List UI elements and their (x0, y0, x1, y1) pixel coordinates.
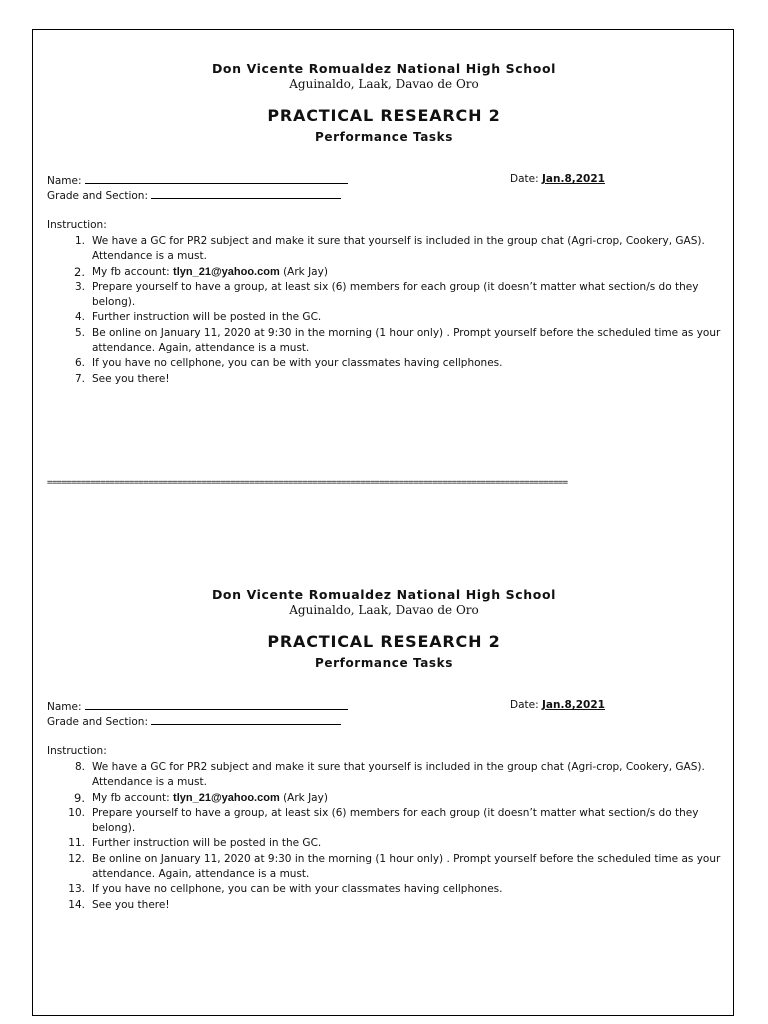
item-text: See you there! (92, 372, 170, 385)
date-label: Date: (510, 699, 539, 711)
document-title: PRACTICAL RESEARCH 2 (267, 632, 501, 651)
item-number: 6. (74, 357, 85, 370)
item-number: 14. (68, 898, 85, 911)
school-address: Aguinaldo, Laak, Davao de Oro (289, 603, 479, 617)
date-value: Jan.8,2021 (541, 173, 605, 185)
list-item (47, 898, 727, 913)
name-field (47, 699, 348, 713)
list-item (47, 356, 727, 371)
item-text: Be online on January 11, 2020 at 9:30 in the morning (1 hour only) . Prompt yourself before the scheduled time as your attendance. Again, attendance is a must. (92, 852, 721, 881)
item-text: Further instruction will be posted in the GC. (92, 837, 322, 850)
school-name: Don Vicente Romualdez National High School (211, 61, 557, 76)
instruction-list (47, 234, 727, 387)
list-item (47, 836, 727, 851)
item-text: If you have no cellphone, you can be with your classmates having cellphones. (92, 357, 503, 370)
name-blank-line (85, 699, 348, 710)
name-blank-line (85, 173, 348, 184)
item-text: We have a GC for PR2 subject and make it sure that yourself is included in the group chat (Agri-crop, Cookery, GAS). Attendance is a must. (92, 761, 705, 789)
item-number: 2. (74, 264, 85, 279)
item-text-after: (Ark Jay) (279, 265, 328, 278)
grade-section-field (47, 714, 341, 728)
item-text: My fb account: (92, 791, 174, 804)
date-field (510, 173, 605, 185)
item-number: 7. (74, 372, 85, 385)
item-text: Prepare yourself to have a group, at least six (6) members for each group (it doesn’t matter what section/s do they belong). (92, 280, 699, 309)
list-item (47, 265, 727, 280)
item-text: My fb account: (92, 265, 174, 278)
list-item (47, 760, 727, 791)
instruction-label: Instruction: (47, 219, 107, 231)
grade-section-label: Grade and Section: (47, 190, 148, 202)
list-item (47, 791, 727, 806)
item-text: Be online on January 11, 2020 at 9:30 in the morning (1 hour only) . Prompt yourself before the scheduled time as your attendance. Again, attendance is a must. (92, 326, 721, 355)
item-number: 1. (74, 235, 85, 247)
list-item (47, 882, 727, 897)
cut-separator-line: ============================================================================================================ (47, 478, 568, 488)
item-number: 12. (68, 852, 85, 865)
item-text: If you have no cellphone, you can be with your classmates having cellphones. (92, 883, 503, 896)
list-item (47, 372, 727, 387)
document-subtitle: Performance Tasks (314, 656, 453, 670)
list-item (47, 234, 727, 265)
name-label: Name: (47, 701, 82, 713)
school-address: Aguinaldo, Laak, Davao de Oro (289, 77, 479, 91)
item-number: 9. (74, 790, 85, 805)
item-number: 8. (74, 761, 85, 773)
date-value: Jan.8,2021 (541, 699, 605, 711)
document-title: PRACTICAL RESEARCH 2 (267, 106, 501, 125)
list-item (47, 280, 727, 311)
item-number: 3. (74, 280, 85, 293)
date-label: Date: (510, 173, 539, 185)
name-field (47, 173, 348, 187)
item-number: 11. (68, 837, 85, 850)
item-text: See you there! (92, 898, 170, 911)
name-label: Name: (47, 175, 82, 187)
school-name: Don Vicente Romualdez National High School (211, 587, 557, 602)
item-number: 4. (74, 311, 85, 324)
date-field (510, 699, 605, 711)
item-number: 5. (74, 326, 85, 339)
grade-section-blank-line (151, 188, 341, 199)
item-text-after: (Ark Jay) (279, 791, 328, 804)
item-text: We have a GC for PR2 subject and make it sure that yourself is included in the group chat (Agri-crop, Cookery, GAS). Attendance is a must. (92, 235, 705, 263)
fb-account-email: tlyn_21@yahoo.com (173, 791, 280, 804)
list-item (47, 310, 727, 325)
instruction-label: Instruction: (47, 745, 107, 757)
instruction-list (47, 760, 727, 913)
grade-section-blank-line (151, 714, 341, 725)
list-item (47, 326, 727, 357)
document-subtitle: Performance Tasks (314, 130, 453, 144)
item-text: Further instruction will be posted in the GC. (92, 311, 322, 324)
grade-section-field (47, 188, 341, 202)
item-text: Prepare yourself to have a group, at least six (6) members for each group (it doesn’t matter what section/s do they belong). (92, 806, 699, 835)
fb-account-email: tlyn_21@yahoo.com (173, 265, 280, 278)
item-number: 10. (68, 806, 85, 819)
list-item (47, 806, 727, 837)
list-item (47, 852, 727, 883)
grade-section-label: Grade and Section: (47, 716, 148, 728)
item-number: 13. (68, 883, 85, 896)
